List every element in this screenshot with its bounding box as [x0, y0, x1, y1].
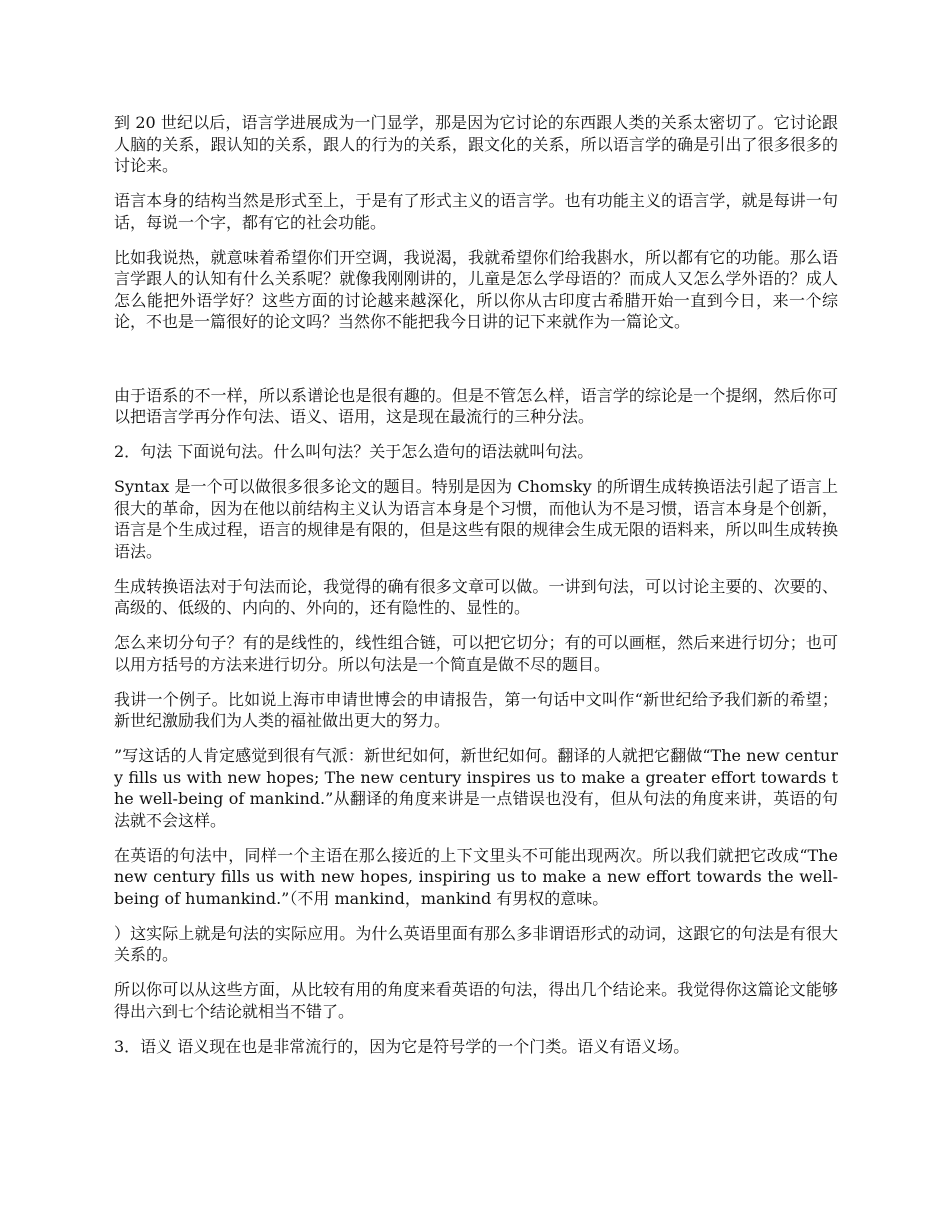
paragraph-4: 由于语系的不一样，所以系谱论也是很有趣的。但是不管怎么样，语言学的综论是一个提纲，然后你可以把语言学再分作句法、语义、语用，这是现在最流行的三种分法。 [114, 385, 838, 426]
paragraph-6: Syntax 是一个可以做很多很多论文的题目。特别是因为 Chomsky 的所谓生成转换语法引起了语言上很大的革命，因为在他以前结构主义认为语言本身是个习惯，而他认为不是习惯，语言本身是个创新，语言是个生成过程，语言的规律是有限的，但是这些有限的规律会生成无限的语料来，所以叫生成转换语法。 [114, 477, 838, 561]
paragraph-9: 我讲一个例子。比如说上海市申请世博会的申请报告，第一句话中文叫作“新世纪给予我们新的希望；新世纪激励我们为人类的福祉做出更大的努力。 [114, 689, 838, 730]
paragraph-1: 到 20 世纪以后，语言学进展成为一门显学，那是因为它讨论的东西跟人类的关系太密切了。它讨论跟人脑的关系，跟认知的关系，跟人的行为的关系，跟文化的关系，所以语言学的确是引出了很多很多的讨论来。 [114, 113, 838, 175]
document-page [114, 112, 838, 1071]
section-heading-semantics: 3．语义 语义现在也是非常流行的，因为它是符号学的一个门类。语义有语义场。 [114, 1036, 690, 1056]
paragraph-13: 所以你可以从这些方面，从比较有用的角度来看英语的句法，得出几个结论来。我觉得你这篇论文能够得出六到七个结论就相当不错了。 [114, 980, 838, 1021]
section-heading-syntax: 2．句法 下面说句法。什么叫句法？关于怎么造句的语法就叫句法。 [114, 442, 594, 461]
paragraph-3: 比如我说热，就意味着希望你们开空调，我说渴，我就希望你们给我斟水，所以都有它的功能。那么语言学跟人的认知有什么关系呢？就像我刚刚讲的，儿童是怎么学母语的？而成人又怎么学外语的？成人怎么能把外语学好？这些方面的讨论越来越深化，所以你从古印度古希腊开始一直到今日，来一个综论，不也是一篇很好的论文吗？当然你不能把我今日讲的记下来就作为一篇论文。 [114, 247, 838, 331]
paragraph-8: 怎么来切分句子？有的是线性的，线性组合链，可以把它切分；有的可以画框，然后来进行切分；也可以用方括号的方法来进行切分。所以句法是一个简直是做不尽的题目。 [114, 633, 838, 674]
paragraph-11: 在英语的句法中，同样一个主语在那么接近的上下文里头不可能出现两次。所以我们就把它改成“The new century fills us with new hopes, inspiring us to make a new effort towards the well-being of humankind.”（不用 mankind，mankind 有男权的意味。 [114, 845, 838, 908]
paragraph-10: ”写这话的人肯定感觉到很有气派：新世纪如何，新世纪如何。翻译的人就把它翻做“The new century fills us with new hopes; The new century inspires us to make a greater effort towards the well-being of mankind.”从翻译的角度来讲是一点错误也没有，但从句法的角度来讲，英语的句法就不会这样。 [114, 746, 838, 830]
paragraph-7: 生成转换语法对于句法而论，我觉得的确有很多文章可以做。一讲到句法，可以讨论主要的、次要的、高级的、低级的、内向的、外向的，还有隐性的、显性的。 [114, 576, 838, 617]
paragraph-2: 语言本身的结构当然是形式至上，于是有了形式主义的语言学。也有功能主义的语言学，就是每讲一句话，每说一个字，都有它的社会功能。 [114, 191, 838, 232]
paragraph-12: ）这实际上就是句法的实际应用。为什么英语里面有那么多非谓语形式的动词，这跟它的句法是有很大关系的。 [114, 923, 838, 964]
